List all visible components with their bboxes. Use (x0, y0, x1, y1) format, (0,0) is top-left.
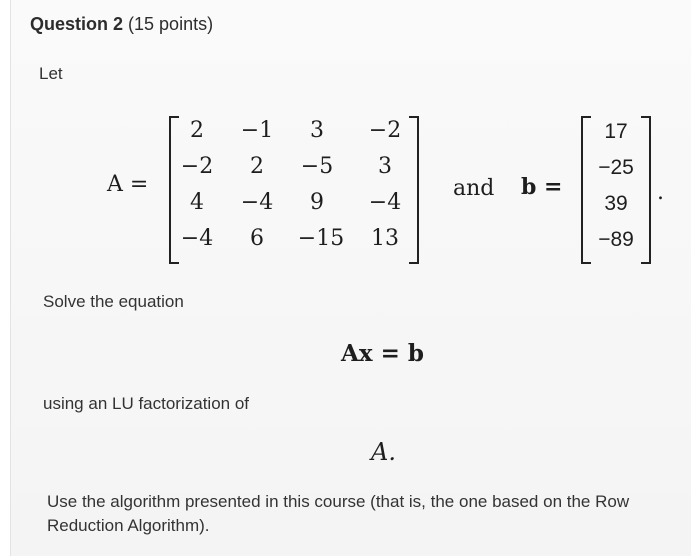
vector-b-period: . (657, 180, 664, 205)
intro-text: Let (39, 64, 63, 83)
question-number: Question 2 (30, 14, 124, 34)
matrix-a-cell: −1 (240, 118, 274, 143)
vector-b-left-bracket (581, 116, 583, 264)
vector-b-left-top-cap (581, 116, 591, 118)
lu-matrix-label: A. (371, 438, 396, 466)
and-connector: and (453, 176, 495, 201)
matrix-a-left-bracket (169, 116, 171, 264)
matrix-a-label: A = (107, 172, 149, 197)
equation: Ax = b (341, 340, 424, 367)
matrix-a-cell: 2 (190, 118, 204, 143)
vector-b-entry: −25 (598, 156, 634, 179)
matrix-a-cell: 2 (250, 154, 264, 179)
matrix-a-cell: −15 (297, 226, 345, 251)
matrix-a-cell: −2 (180, 154, 214, 179)
matrix-a-cell: 9 (310, 190, 324, 215)
matrix-a (169, 116, 419, 264)
matrix-a-right-bracket (417, 116, 419, 264)
matrix-a-cell: −2 (368, 118, 402, 143)
vector-b-entry: 17 (604, 120, 628, 143)
matrix-a-cell: −4 (180, 226, 214, 251)
algorithm-text: Use the algorithm presented in this course (that is, the one based on the Row Reduction Algorithm). (47, 492, 630, 535)
vector-b-right-bottom-cap (641, 262, 651, 264)
matrix-a-cell: 4 (190, 190, 204, 215)
question-title (30, 14, 213, 35)
matrix-a-cell: 13 (371, 226, 399, 251)
question-page (10, 0, 691, 556)
matrix-a-cell: 3 (310, 118, 324, 143)
vector-b-label: b = (521, 174, 563, 200)
question-points: (15 points) (128, 14, 214, 34)
matrix-a-cell: −4 (240, 190, 274, 215)
vector-b-right-top-cap (641, 116, 651, 118)
vector-b-entry: −89 (598, 228, 634, 251)
matrix-a-cell: −5 (300, 154, 334, 179)
vector-b (581, 116, 651, 264)
matrix-a-cell: 6 (250, 226, 264, 251)
matrix-a-cell: −4 (368, 190, 402, 215)
solve-text: Solve the equation (43, 292, 184, 311)
vector-b-entry: 39 (604, 192, 628, 215)
matrix-a-cell: 3 (378, 154, 392, 179)
lu-text: using an LU factorization of (43, 394, 250, 413)
vector-b-right-bracket (649, 116, 651, 264)
vector-b-left-bottom-cap (581, 262, 591, 264)
matrix-a-right-bottom-cap (409, 262, 419, 264)
matrix-a-left-bottom-cap (169, 262, 179, 264)
